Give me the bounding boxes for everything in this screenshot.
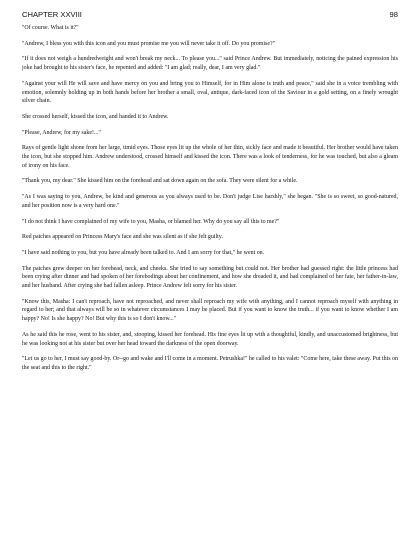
paragraph: "Andrew, I bless you with this icon and you must promise me you will never take it off. Do you promise?"	[22, 40, 276, 47]
paragraph: "If it does not weigh a hundredweight and won't break my neck... To please you..." said Prince Andrew. But immediately, noticing the pained expression his joke had brought to his sister's face, he repented and added: "I am glad; really, dear, I am very glad."	[22, 56, 398, 72]
paragraph: "Know this, Masha: I can't reproach, have not reproached, and never shall reproach my wife with anything, and I cannot reproach myself with anything in regard to her; and that always will be so in whatever circumstances I may be placed. But if you want to know the truth... if you want to know whether I am happy? No! Is she happy? No! But why this is so I don't know..."	[22, 298, 398, 323]
paragraph: "I do not think I have complained of my wife to you, Masha, or blamed her. Why do you say all this to me?"	[22, 218, 280, 225]
chapter-title: CHAPTER XXVIII	[22, 10, 82, 19]
paragraph: "Against your will He will save and have mercy on you and bring you to Himself, for in Him alone is truth and peace," said she in a voice trembling with emotion, solemnly holding up in both hands before her brother a small, oval, antique, dark-faced icon of the Saviour in a gold setting, on a finely wrought silver chain.	[22, 80, 398, 105]
paragraph: "I have said nothing to you, but you have already been talked to. And I am sorry for that," he went on.	[22, 249, 265, 256]
paragraph: As he said this he rose, went to his sister, and, stooping, kissed her forehead. His fine eyes lit up with a thoughtful, kindly, and unaccustomed brightness, but he was looking not at his sister but over her head toward the darkness of the open doorway.	[22, 331, 398, 347]
paragraph: "Thank you, my dear." She kissed him on the forehead and sat down again on the sofa. They were silent for a while.	[22, 178, 298, 185]
paragraph: "Let us go to her, I must say good-by. Or--go and wake and I'll come in a moment. Petrushka!" he called to his valet: "Come here, take these away. Put this on the seat and this to the right."	[22, 356, 398, 371]
paragraph: Red patches appeared on Princess Mary's face and she was silent as if she felt guilty.	[22, 234, 223, 241]
page-number: 98	[389, 10, 398, 19]
paragraph: The patches grew deeper on her forehead, neck, and cheeks. She tried to say something but could not. Her brother had guessed right: the little princess had been crying after dinner and had spoken of her forebodings about her confinement, and how she dreaded it, and had complained of her fate, her father-in-law, and her husband. After crying she had fallen asleep. Prince Andrew felt sorry for his sister.	[22, 265, 398, 290]
chapter-body	[22, 24, 398, 373]
paragraph: "Of course. What is it?"	[22, 25, 79, 31]
page-header	[22, 10, 398, 21]
paragraph: She crossed herself, kissed the icon, and handed it to Andrew.	[22, 113, 169, 120]
paragraph: Rays of gentle light shone from her large, timid eyes. Those eyes lit up the whole of her thin, sickly face and made it beautiful. Her brother would have taken the icon, but she stopped him. Andrew understood, crossed himself and kissed the icon. There was a look of tenderness, for he was touched, but also a gleam of irony on his face.	[22, 145, 398, 169]
paragraph: "As I was saying to you, Andrew, be kind and generous as you always used to be. Don't judge Lise harshly," she began. "She is so sweet, so good-natured, and her position now is a very hard one."	[22, 194, 398, 209]
paragraph: "Please, Andrew, for my sake!..."	[22, 129, 101, 136]
